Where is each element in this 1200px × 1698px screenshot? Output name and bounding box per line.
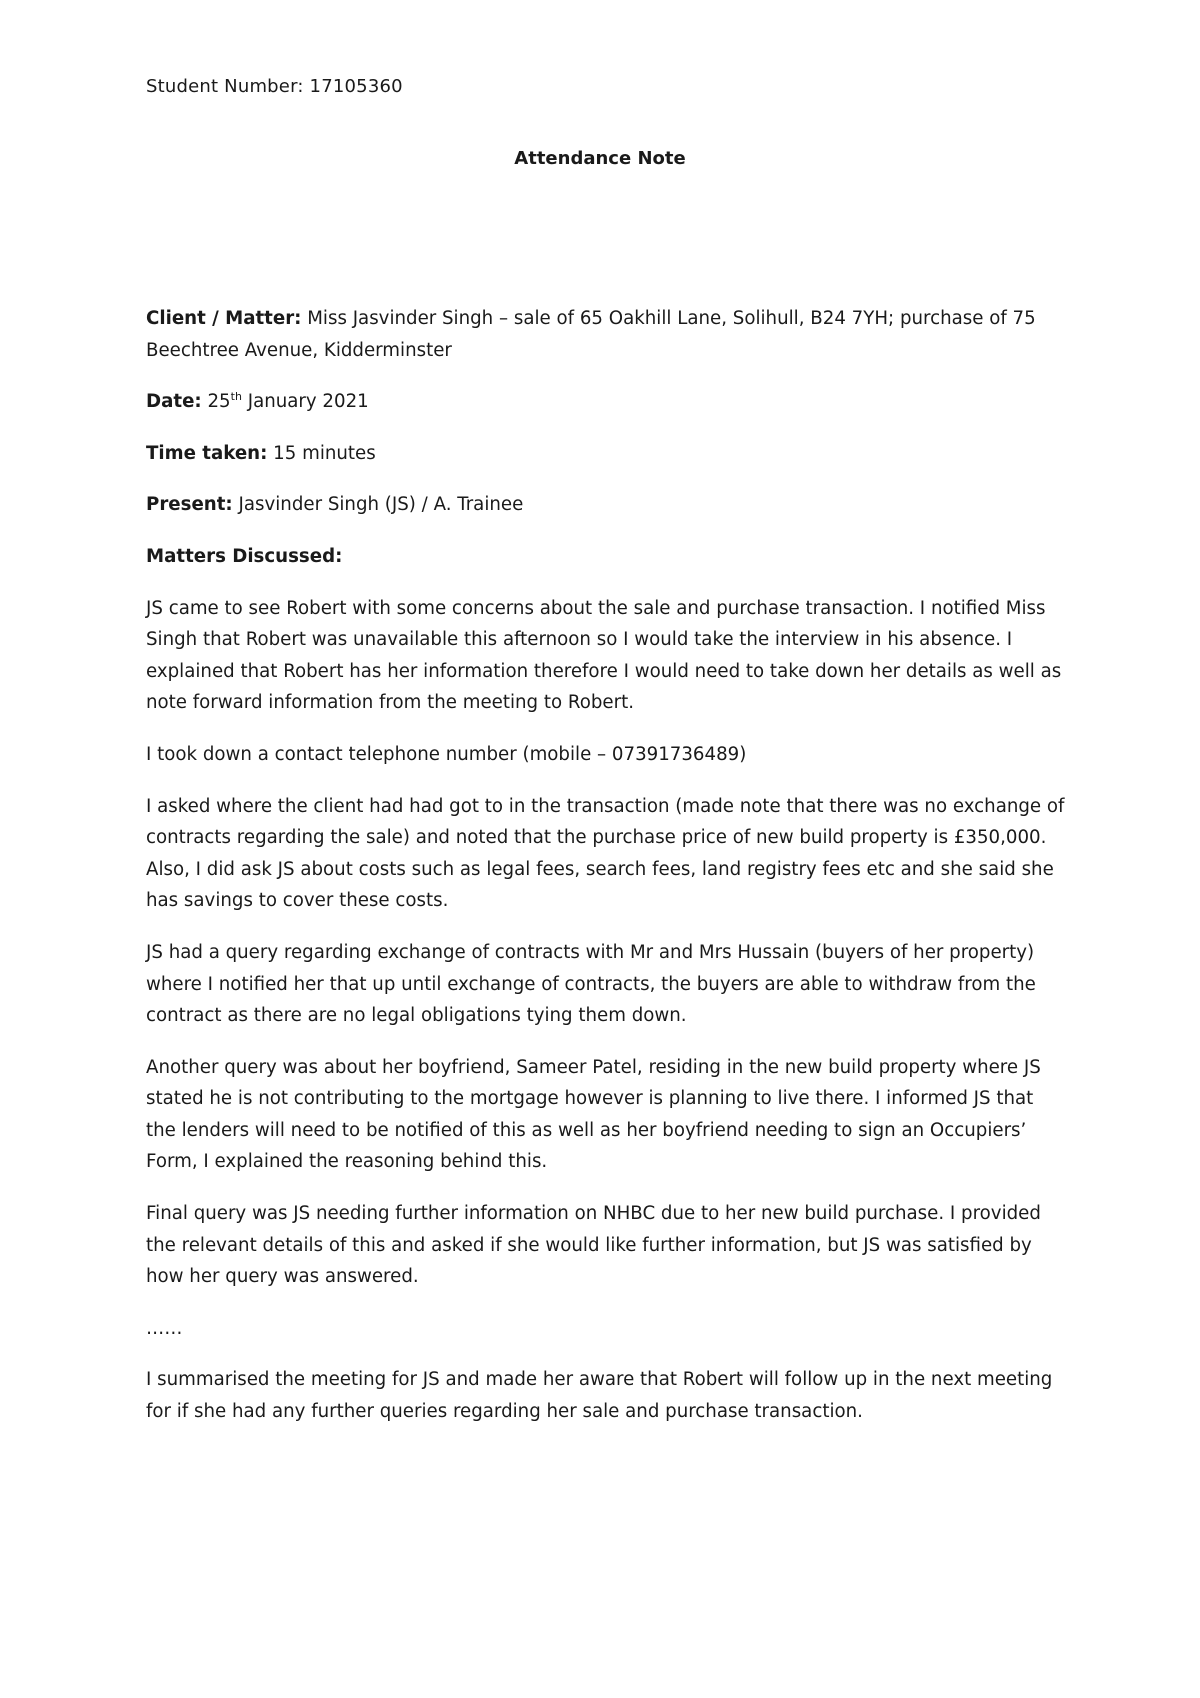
paragraph: I asked where the client had had got to in the transaction (made note that there was no exchange of contracts regarding the sale) and noted that the purchase price of new build property is £350,000. Also, I did ask JS about costs such as legal fees, search fees, land registry fees etc and she said she has savings to cover these costs. [146,795,1065,912]
date-day: 25 [201,391,231,413]
paragraph: JS had a query regarding exchange of contracts with Mr and Mrs Hussain (buyers of her property) where I notified her that up until exchange of contracts, the buyers are able to withdraw from the contract as there are no legal obligations tying them down. [146,941,1036,1027]
paragraph: I took down a contact telephone number (mobile – 07391736489) [146,743,747,765]
client-matter-line [146,303,1066,366]
paragraph: I summarised the meeting for JS and made her aware that Robert will follow up in the next meeting for if she had any further queries regarding her sale and purchase transaction. [146,1369,1053,1423]
date-suffix: th [230,390,242,404]
matters-discussed-label: Matters Discussed: [146,545,343,567]
paragraph: JS came to see Robert with some concerns about the sale and purchase transaction. I notified Miss Singh that Robert was unavailable this afternoon so I would take the interview in his absence. I explained that Robert has her information therefore I would need to take down her details as well as note forward information from the meeting to Robert. [146,597,1062,714]
client-matter-label: Client / Matter: [146,308,302,329]
time-taken-line [146,438,1066,470]
date-rest: January 2021 [241,391,369,413]
present-label: Present: [146,494,233,516]
paragraph: Another query was about her boyfriend, Sameer Patel, residing in the new build property where JS stated he is not contributing to the mortgage however is planning to live there. I informed JS that the lenders will need to be notified of this as well as her boyfriend needing to sign an Occupiers’ Form, I explained the reasoning behind this. [146,1056,1041,1173]
client-matter-value: Miss Jasvinder Singh – sale of 65 Oakhill Lane, Solihull, B24 7YH; purchase of 75 Beechtree Avenue, Kidderminster [146,308,1036,361]
ellipsis-separator: …… [146,1317,183,1339]
document-body [146,303,1066,1448]
matters-discussed-heading [146,541,1066,573]
document-title: Attendance Note [514,148,686,169]
time-taken-label: Time taken: [146,442,268,464]
date-line [146,386,1066,418]
present-line [146,489,1066,521]
student-number: Student Number: 17105360 [146,76,403,97]
time-taken-value: 15 minutes [267,442,376,464]
present-value: Jasvinder Singh (JS) / A. Trainee [232,494,524,516]
paragraph: Final query was JS needing further information on NHBC due to her new build purchase. I provided the relevant details of this and asked if she would like further information, but JS was satisfied by how her query was answered. [146,1203,1041,1288]
date-label: Date: [146,391,202,413]
